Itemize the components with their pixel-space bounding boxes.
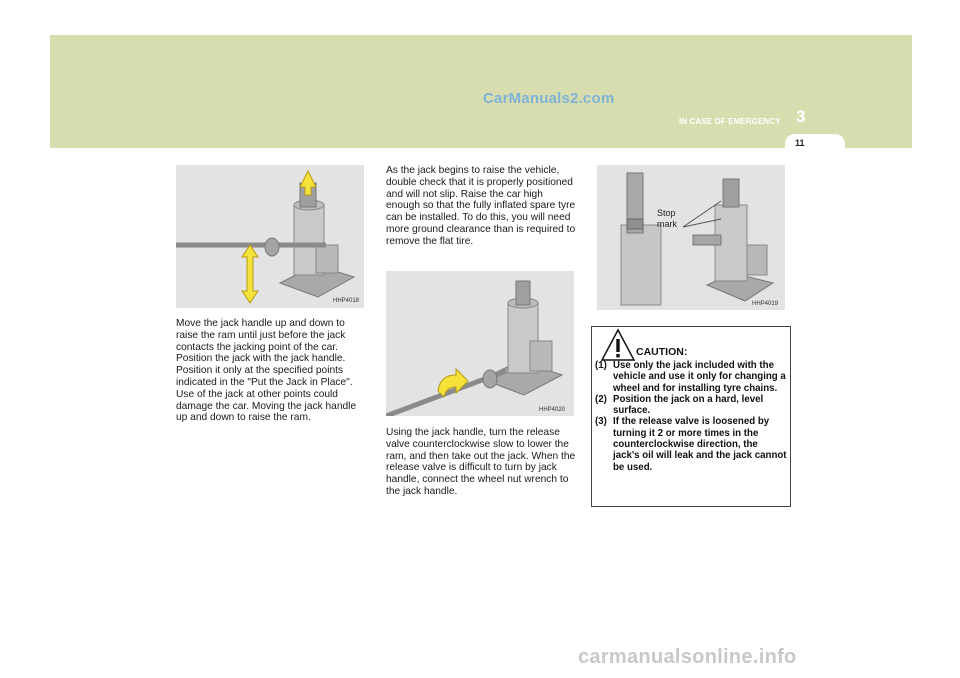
figure-code: HHP4020 <box>539 407 566 413</box>
page-number: 11 <box>795 138 805 148</box>
figure-code: HHP4018 <box>333 298 360 304</box>
up-down-arrow-icon <box>242 245 258 303</box>
figure-code: HHP4019 <box>752 301 779 307</box>
paragraph: Move the jack handle up and down to raise the ram until just before the jack contacts the jacking point of the car. Position the jack with the jack handle. Position it only at the specified points indicated in the "Put the Jack in Place". Use of the jack at other points could damage the car. Moving the jack handle up and down to raise the ram. <box>176 318 357 424</box>
paragraph: Using the jack handle, turn the release valve counterclockwise slow to lower the ram, and then take out the jack. When the release valve is difficult to turn by jack handle, connect the wheel nut wrench to the jack handle. <box>386 427 576 497</box>
stop-mark-callout <box>657 208 677 229</box>
callout-line: Stop <box>657 208 676 218</box>
caution-item: (3) If the release valve is loosened by turning it 2 or more times in the counterclockwise direction, the jack's oil will leak and the jack cannot be used. <box>595 416 787 473</box>
caution-item: (2) Position the jack on a hard, level surface. <box>595 393 764 417</box>
caution-item: (1) Use only the jack included with the vehicle and use it only for changing a wheel and for installing tyre chains. <box>595 360 786 394</box>
paragraph: As the jack begins to raise the vehicle, double check that it is properly positioned and will not slip. Raise the car high enough so that the fully inflated spare tyre can be installed. To do this, you will need more ground clearance than is required to remove the flat tire. <box>386 165 576 247</box>
stop-mark-illustration <box>597 165 785 310</box>
text-column-2-top <box>386 165 576 248</box>
header-band <box>50 35 912 148</box>
jack-handle-illustration <box>176 165 364 308</box>
text-column-2-bottom <box>386 427 576 498</box>
warning-triangle-icon <box>600 328 636 362</box>
footer-watermark[interactable]: carmanualsonline.info <box>578 646 797 668</box>
figure-stop-mark <box>597 165 785 310</box>
callout-line: mark <box>657 218 677 229</box>
watermark-link[interactable]: CarManuals2.com <box>483 90 615 107</box>
chapter-number: 3 <box>796 107 806 126</box>
release-valve-illustration <box>386 271 574 416</box>
caution-list <box>595 360 787 473</box>
text-column-1 <box>176 318 366 424</box>
caution-title: CAUTION: <box>636 346 688 358</box>
figure-release-valve <box>386 271 574 416</box>
page-tab <box>785 134 845 156</box>
figure-jack-handle <box>176 165 364 308</box>
section-title: IN CASE OF EMERGENCY <box>679 117 781 126</box>
